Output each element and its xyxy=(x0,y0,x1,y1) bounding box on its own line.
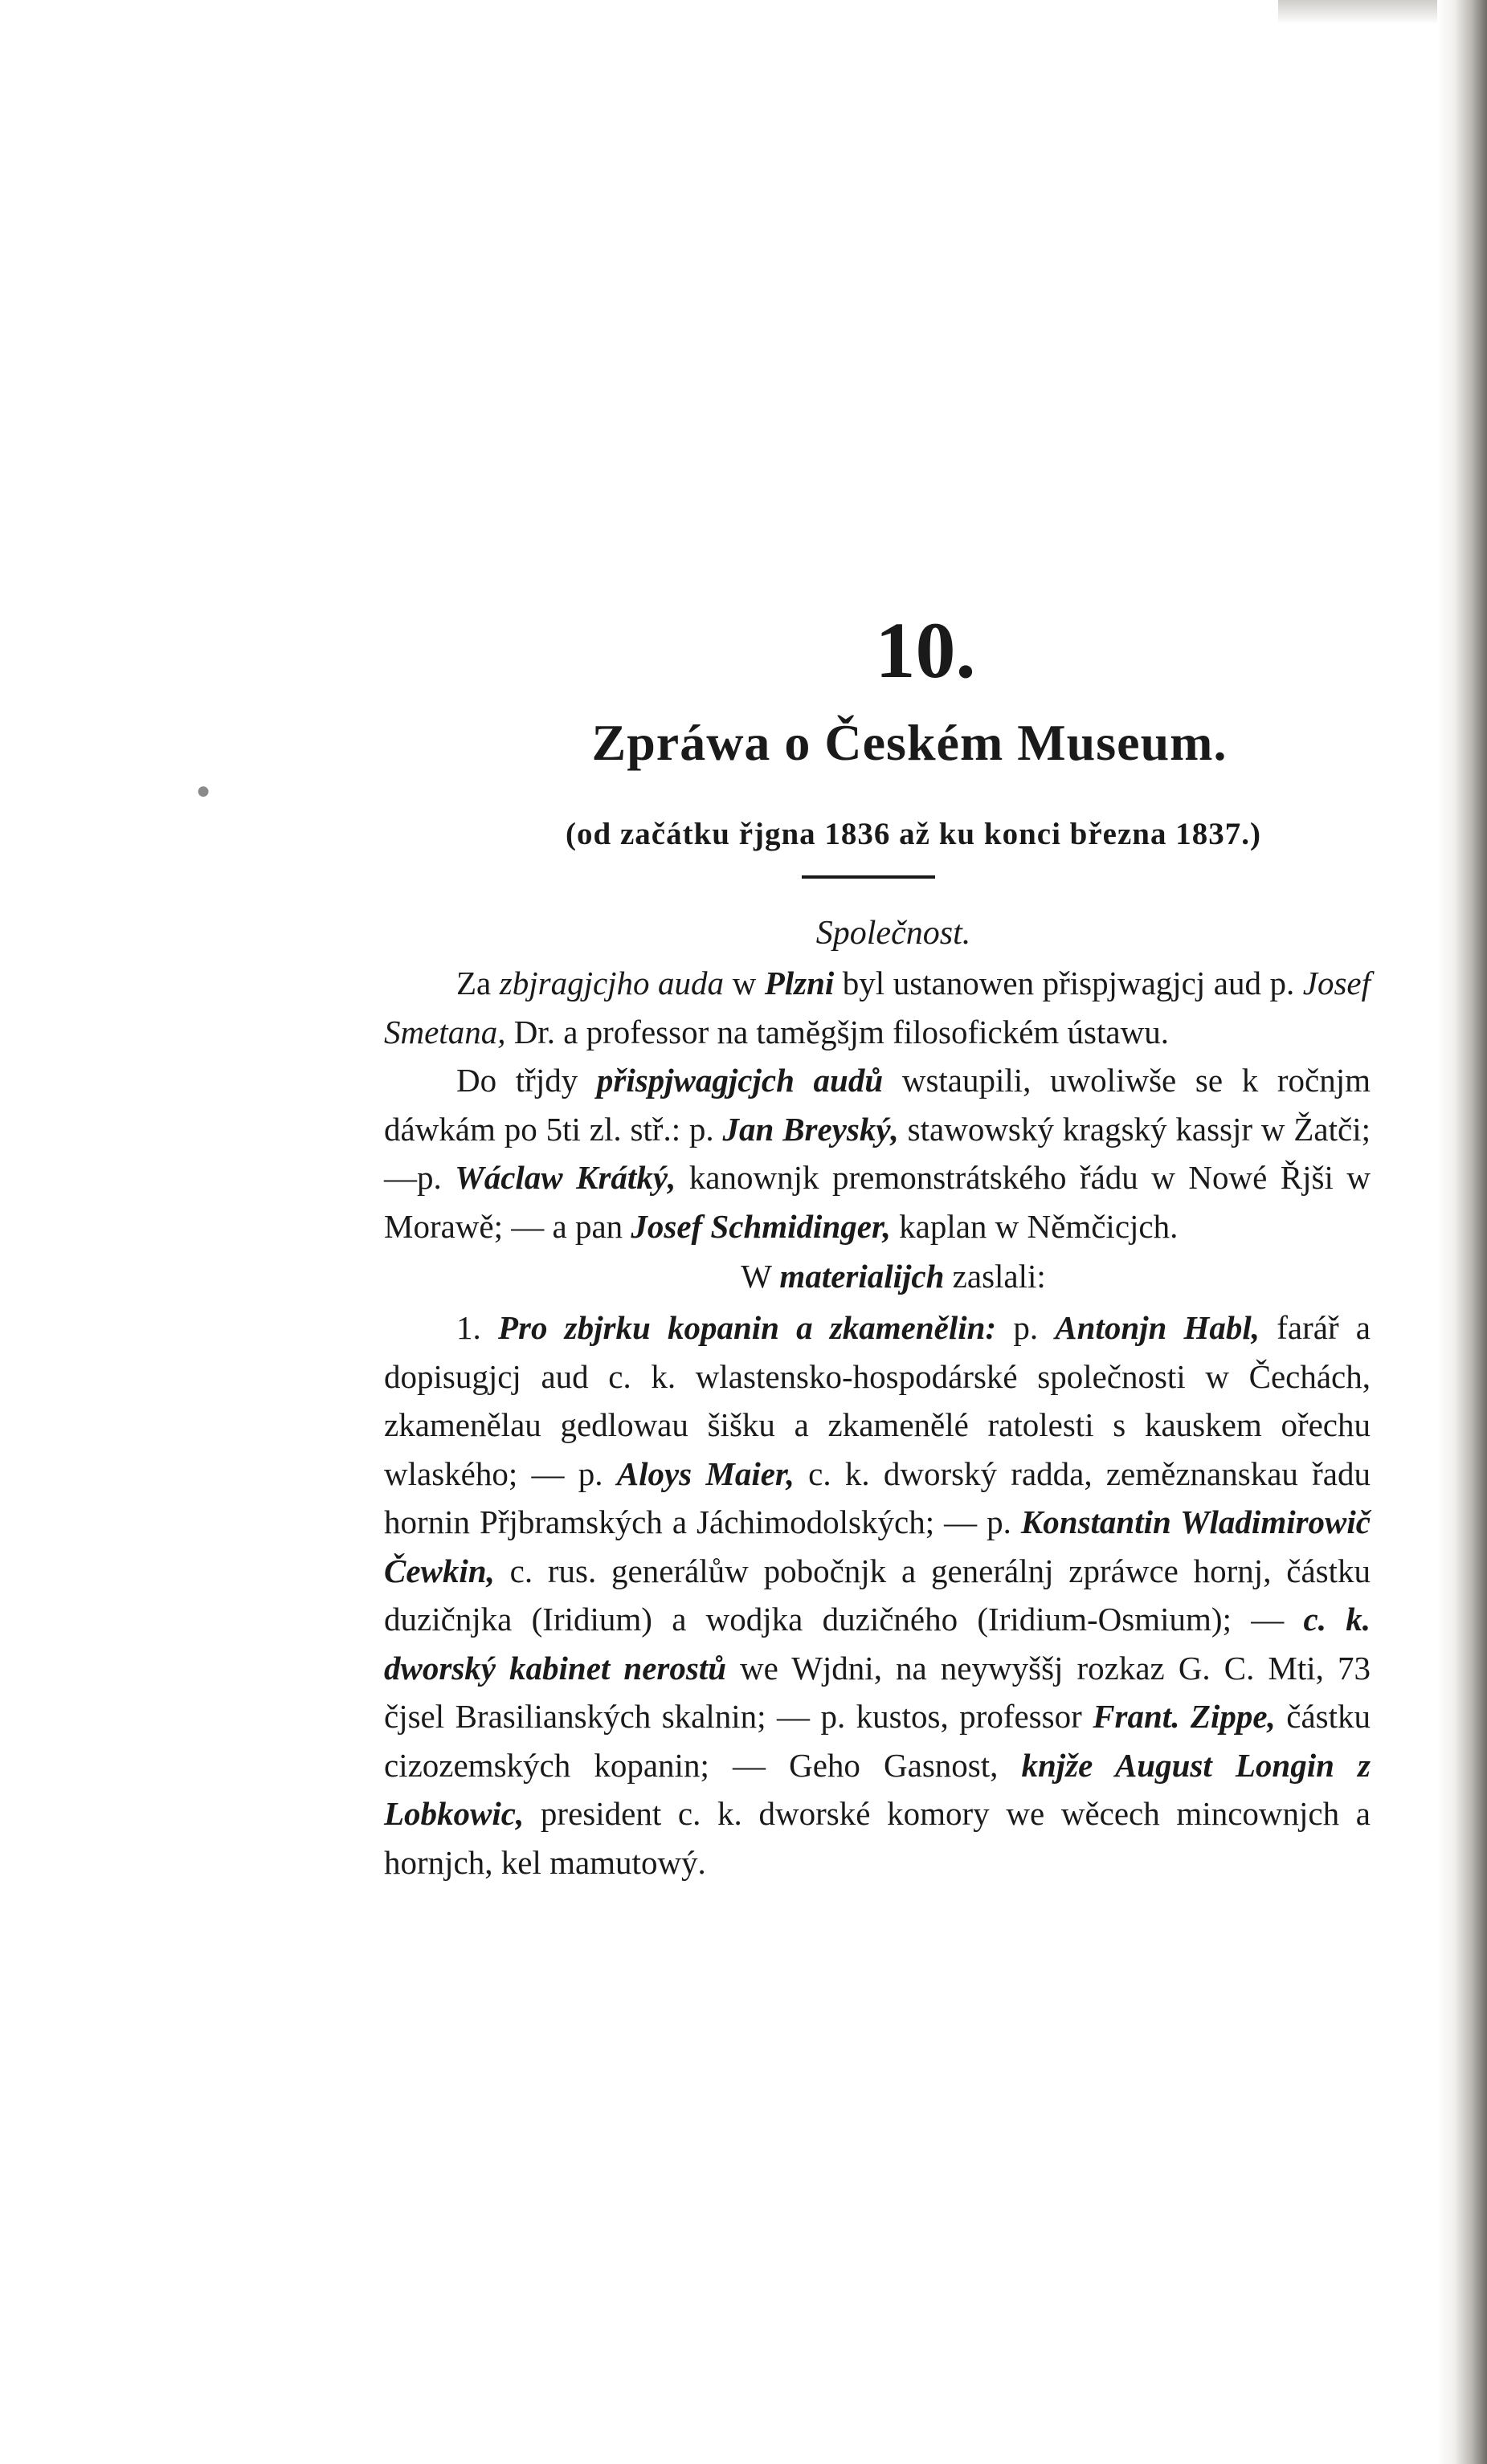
p2-emph-4: Josef Schmidinger, xyxy=(631,1207,891,1245)
paragraph-2 xyxy=(384,1056,1371,1250)
p3-text-1: 1. xyxy=(456,1309,498,1346)
section-heading: Společnost. xyxy=(815,915,971,952)
stray-mark: ● xyxy=(196,777,211,804)
p2-text-4: kanownjk premonstrátského řádu w Nowé Řjši w Morawě; — a pan xyxy=(384,1159,1371,1245)
p3-text-3: farář a dopisugjcj aud c. k. wlastensko-hospodárské společnosti w Čechách, zkamenělau gedlowau šišku a zkamenělé ratolesti s kauskem ořechu wlaského; — p. xyxy=(384,1309,1371,1492)
p2-text-5: kaplan w Němčicjch. xyxy=(890,1207,1179,1245)
p1-emph-1: zbjragjcjho auda xyxy=(499,965,725,1002)
p3-emph-4: Konstantin Wladimirowič Čewkin, xyxy=(384,1503,1371,1589)
p2-emph-3: Wáclaw Krátký, xyxy=(455,1159,676,1196)
p1-text-4: Dr. a professor na tamĕgšjm filosofickém ústawu. xyxy=(505,1013,1169,1050)
p1-emph-2: Plzni xyxy=(764,965,835,1002)
p2-emph-2: Jan Breyský, xyxy=(722,1110,899,1148)
document-page xyxy=(384,606,1371,1887)
p3-emph-6: Frant. Zippe, xyxy=(1093,1698,1276,1735)
p2-text-3: stawowský kragský kassjr w Žatči; —p. xyxy=(384,1110,1371,1196)
p3-text-6: we Wjdni, na neywyššj rozkaz G. C. Mti, 73 čjsel Brasilianských skalnin; — p. kustos, professor xyxy=(384,1649,1371,1735)
p3-text-8: president c. k. dworské komory we wěcech mincownjch a hornjch, kel mamutowý. xyxy=(384,1795,1371,1881)
p3-emph-7: knjže August Longin z Lobkowic, xyxy=(384,1746,1371,1832)
mh-text-1: W xyxy=(741,1258,780,1295)
p2-text-1: Do třjdy xyxy=(456,1062,597,1099)
p2-text-2: wstaupili, uwoliwše se k ročnjm dáwkám po 5ti zl. stř.: p. xyxy=(384,1062,1371,1148)
mh-emph-1: materialijch xyxy=(779,1258,945,1295)
p3-text-7: částku cizozemských kopanin; — Geho Gasnost, xyxy=(384,1698,1371,1784)
mh-text-2: zaslali: xyxy=(944,1258,1046,1295)
p3-emph-3: Aloys Maier, xyxy=(616,1454,795,1492)
p3-emph-1: Pro zbjrku kopanin a zkamenělin: xyxy=(497,1309,997,1346)
p2-emph-1: přispjwagjcjch audů xyxy=(596,1062,884,1099)
materials-heading xyxy=(384,1252,1371,1300)
article-title: Zpráwa o Českém Museum. xyxy=(591,714,1228,771)
p1-text-1: Za xyxy=(456,965,500,1002)
paragraph-1 xyxy=(384,959,1371,1056)
p3-emph-2: Antonjn Habl, xyxy=(1055,1309,1260,1346)
p1-text-3: byl ustanowen přispjwagjcj aud p. xyxy=(834,965,1303,1002)
p1-text-2: w xyxy=(724,965,765,1002)
section-number: 10. xyxy=(875,606,976,695)
p3-text-5: c. rus. generálůw pobočnjk a generálnj zpráwce hornj, částku duzičnjka (Iridium) a wodjka duzičného (Iridium-Osmium); — xyxy=(384,1552,1371,1638)
p3-emph-5: c. k. dworský kabinet nerostů xyxy=(384,1601,1371,1687)
p3-text-4: c. k. dworský radda, zeměznanskau řadu hornin Přjbramských a Jáchimodolských; — p. xyxy=(384,1454,1371,1540)
p3-text-2: p. xyxy=(996,1309,1056,1346)
paragraph-3 xyxy=(384,1303,1371,1887)
article-subtitle: (od začátku řjgna 1836 až ku konci března 1837.) xyxy=(566,817,1261,851)
divider-rule xyxy=(802,875,935,879)
p1-emph-3: Josef Smetana, xyxy=(384,965,1371,1050)
page-edge-shadow xyxy=(1437,0,1487,2464)
